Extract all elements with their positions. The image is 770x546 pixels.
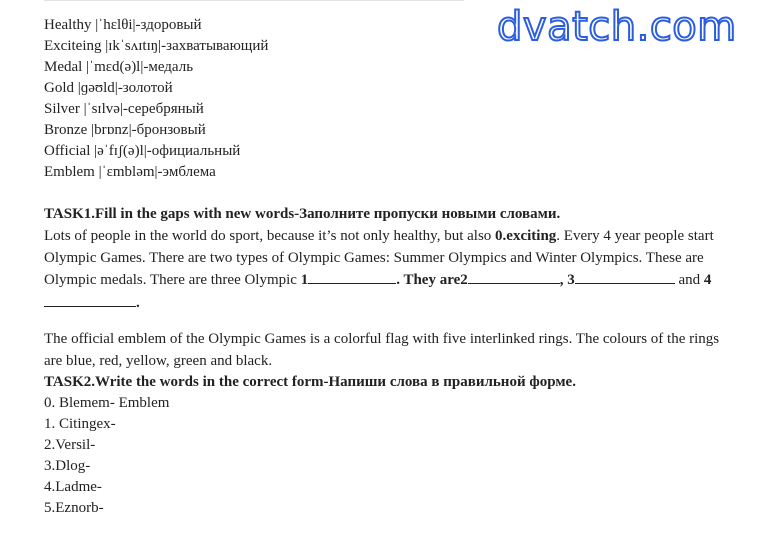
gap-2-label: 2 xyxy=(460,272,468,288)
task1-heading: TASK1.Fill in the gaps with new words-Заполните пропуски новыми словами. xyxy=(44,206,561,222)
vocab-item: Silver |ˈsɪlvə|-серебряный xyxy=(44,101,204,117)
gap-1-label: 1 xyxy=(300,272,309,288)
vocab-item: Emblem |ˈɛmbləm|-эмблема xyxy=(44,164,216,180)
task1-sep: , xyxy=(559,272,568,288)
vocab-item: Gold |ɡəʊld|-золотой xyxy=(44,80,173,96)
gap-4-label: 4 xyxy=(703,272,712,288)
vocab-item: Healthy |ˈhɛlθi|-здоровый xyxy=(44,17,202,33)
emblem-paragraph: The official emblem of the Olympic Games is a colorful flag with five interlinked rings. The colours of the rings are blue, red, yellow, green and black. xyxy=(44,331,720,369)
task2-item: 5.Eznorb- xyxy=(44,500,104,516)
task2-item: 4.Ladme- xyxy=(44,479,102,495)
vocab-item: Medal |ˈmɛd(ə)l|-медаль xyxy=(44,59,194,75)
task1-example: 0.exciting xyxy=(495,228,557,244)
task2-item: 1. Citingex- xyxy=(44,416,116,432)
vocab-item: Bronze |brɒnz|-бронзовый xyxy=(44,122,206,138)
vocab-item: Exciteing |ɪkˈsʌɪtɪŋ|-захватывающий xyxy=(44,38,269,54)
gap-4-blank[interactable] xyxy=(44,292,136,307)
gap-2-blank[interactable] xyxy=(468,269,560,284)
gap-3-blank[interactable] xyxy=(575,269,675,284)
task1-text-c: . They are xyxy=(396,272,461,288)
vocab-item: Official |əˈfɪʃ(ə)l|-официальный xyxy=(44,143,241,159)
task1-and: and xyxy=(674,272,704,288)
task2-heading: TASK2.Write the words in the correct form-Напиши слова в правильной форме. xyxy=(44,374,576,390)
task1-end: . xyxy=(136,294,140,311)
task1-text-b: . Every 4 year people start Olympic Games. There are two types of Olympic Games: Summer Olympics and Winter Olympics. These are Olympic medals. There are three Olympic xyxy=(44,228,714,288)
gap-3-label: 3 xyxy=(567,272,575,288)
task1-paragraph xyxy=(44,226,734,314)
task2-item: 0. Blemem- Emblem xyxy=(44,395,170,411)
watermark: dvatch.com xyxy=(497,4,737,50)
top-rule xyxy=(44,0,464,5)
gap-1-blank[interactable] xyxy=(308,269,396,284)
task1-text-a: Lots of people in the world do sport, because it’s not only healthy, but also xyxy=(44,228,496,244)
task2-item: 3.Dlog- xyxy=(44,458,91,474)
task2-item: 2.Versil- xyxy=(44,437,96,453)
